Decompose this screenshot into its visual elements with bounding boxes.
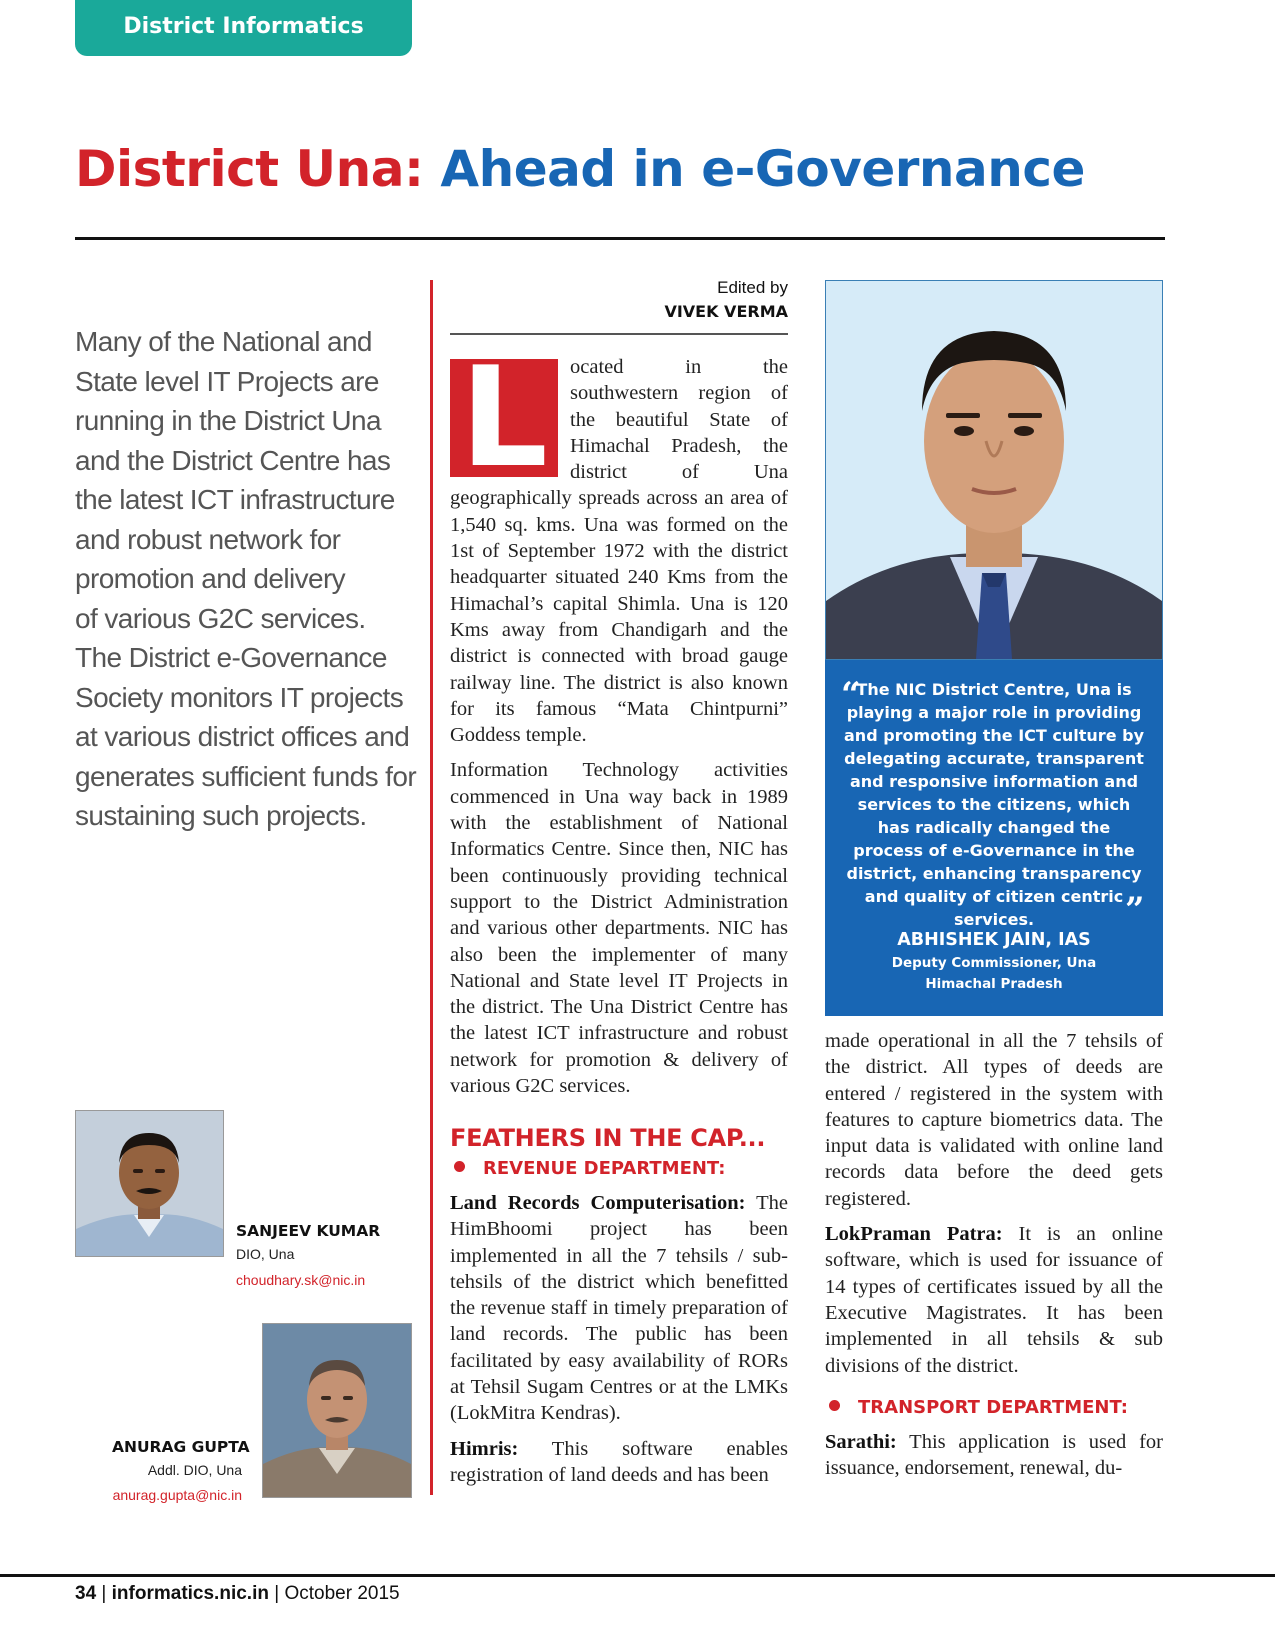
- article-paragraph: ocated in the southwestern region of the beautiful State of Himachal Pradesh, the district of Una geographically spreads across an area of 1,540 sq. kms. Una was formed on the 1st of September 1972 with the district headquarter situated 240 Kms from the Himachal’s capital Shimla. Una is 120 Kms away from Chandigarh and the district is connected with broad gauge railway line. The district is also known for its famous “Mata Chintpurni” Goddess temple.: [450, 356, 788, 747]
- pull-quote: [825, 660, 1163, 1016]
- article-column-middle: [450, 337, 788, 1488]
- intro-line: sustaining such projects.: [75, 800, 367, 831]
- author-role: DIO, Una: [236, 1246, 295, 1262]
- portrait-photo: [825, 280, 1163, 660]
- open-quote-icon: “: [841, 675, 861, 715]
- article-paragraph: LokPraman Patra: It is an online software, which is used for issuance of 14 types of certificates issued by all the Executive Magistrates. It has been implemented in all tehsils & sub divisions of the district.: [825, 1223, 1163, 1377]
- author-role: Addl. DIO, Una: [147, 1462, 242, 1478]
- quote-text: The NIC District Centre, Una is playing a major role in providing and promoting the ICT culture by delegating accurate, transparent and responsive information and services to the citizens, which has radically changed the process of e-Governance in the district, enhancing transparency and quality of citizen centric services.: [844, 680, 1144, 929]
- author-email[interactable]: choudhary.sk@nic.in: [236, 1272, 366, 1288]
- intro-line: of various G2C services.: [75, 602, 366, 634]
- title-part-blue: Ahead in e-Governance: [440, 140, 1085, 198]
- page-footer: 34 | informatics.nic.in | October 2015: [75, 1583, 400, 1604]
- item-title: Sarathi:: [825, 1431, 897, 1454]
- item-title: LokPraman Patra:: [825, 1223, 1003, 1246]
- page-number: 34: [75, 1583, 97, 1604]
- column-divider: [430, 280, 433, 1495]
- editor-credit: [450, 276, 788, 324]
- intro-line: State level IT Projects are: [75, 365, 379, 397]
- article-column-right: [825, 1028, 1163, 1482]
- intro-line: Many of the National and: [75, 326, 372, 357]
- drop-cap: L: [450, 359, 558, 477]
- author-name: ANURAG GUPTA: [112, 1438, 250, 1456]
- quote-author-role: Deputy Commissioner, Una: [891, 955, 1097, 971]
- edited-by-label: Edited by: [717, 278, 788, 297]
- article-paragraph: made operational in all the 7 tehsils of the district. All types of deeds are entered / registered in the system with features to capture biometrics data. The input data is validated with online land records data before the deed gets registered.: [825, 1030, 1163, 1210]
- author-name: SANJEEV KUMAR: [236, 1222, 381, 1240]
- intro-line: generates sufficient funds for: [75, 760, 417, 792]
- intro-line: The District e-Governance: [75, 642, 387, 673]
- intro-summary: [75, 322, 425, 836]
- bullet-dot-icon: [454, 1161, 465, 1172]
- bullet-dot-icon: [829, 1400, 840, 1411]
- title-rule: [75, 237, 1165, 240]
- footer-site[interactable]: informatics.nic.in: [111, 1583, 269, 1604]
- article-paragraph: Himris: This software enables registration of land deeds and has been: [450, 1437, 788, 1486]
- section-tab: District Informatics: [75, 0, 412, 56]
- article-paragraph: Information Technology activities commenced in Una way back in 1989 with the establishment of National Informatics Centre. Since then, NIC has been continuously providing technical support to the District Administration and various other departments. NIC has also been the implementer of many National and State level IT Projects in the district. The Una District Centre has the latest ICT infrastructure and robust network for promotion & delivery of various G2C services.: [450, 759, 788, 1098]
- footer-rule: [0, 1574, 1275, 1577]
- author-photo-anurag-gupta: [262, 1323, 412, 1498]
- subsection-heading: TRANSPORT DEPARTMENT:: [825, 1395, 1163, 1421]
- intro-line: Society monitors IT projects: [75, 681, 404, 713]
- article-title: [75, 140, 1085, 198]
- intro-line: and the District Centre has: [75, 444, 391, 476]
- section-heading: FEATHERS IN THE CAP...: [450, 1124, 766, 1153]
- author-email[interactable]: anurag.gupta@nic.in: [112, 1487, 242, 1503]
- intro-line: at various district offices and: [75, 721, 410, 752]
- intro-line: the latest ICT infrastructure: [75, 484, 395, 515]
- item-title: Land Records Computerisation:: [450, 1191, 746, 1214]
- article-paragraph: Sarathi: This application is used for issuance, endorsement, renewal, du-: [825, 1431, 1163, 1480]
- item-title: Himris:: [450, 1437, 519, 1460]
- intro-line: and robust network for: [75, 523, 341, 555]
- close-quote-icon: ”: [1125, 890, 1145, 930]
- intro-line: running in the District Una: [75, 405, 381, 436]
- footer-date: October 2015: [284, 1583, 400, 1604]
- title-part-red: District Una:: [75, 140, 424, 198]
- quote-author-name: ABHISHEK JAIN, IAS: [897, 930, 1091, 950]
- author-photo-sanjeev-kumar: [75, 1110, 224, 1257]
- intro-line: promotion and delivery: [75, 563, 346, 594]
- quote-author-location: Himachal Pradesh: [925, 976, 1063, 992]
- editor-rule: [450, 333, 788, 335]
- editor-name: VIVEK VERMA: [664, 302, 788, 321]
- article-paragraph: Land Records Computerisation: The HimBhoomi project has been implemented in all the 7 tehsils / sub-tehsils of the district which benefitted the revenue staff in timely preparation of land records. The public has been facilitated by easy availability of RORs at Tehsil Sugam Centres or at the LMKs (LokMitra Kendras).: [450, 1191, 788, 1425]
- subsection-heading: REVENUE DEPARTMENT:: [450, 1156, 788, 1182]
